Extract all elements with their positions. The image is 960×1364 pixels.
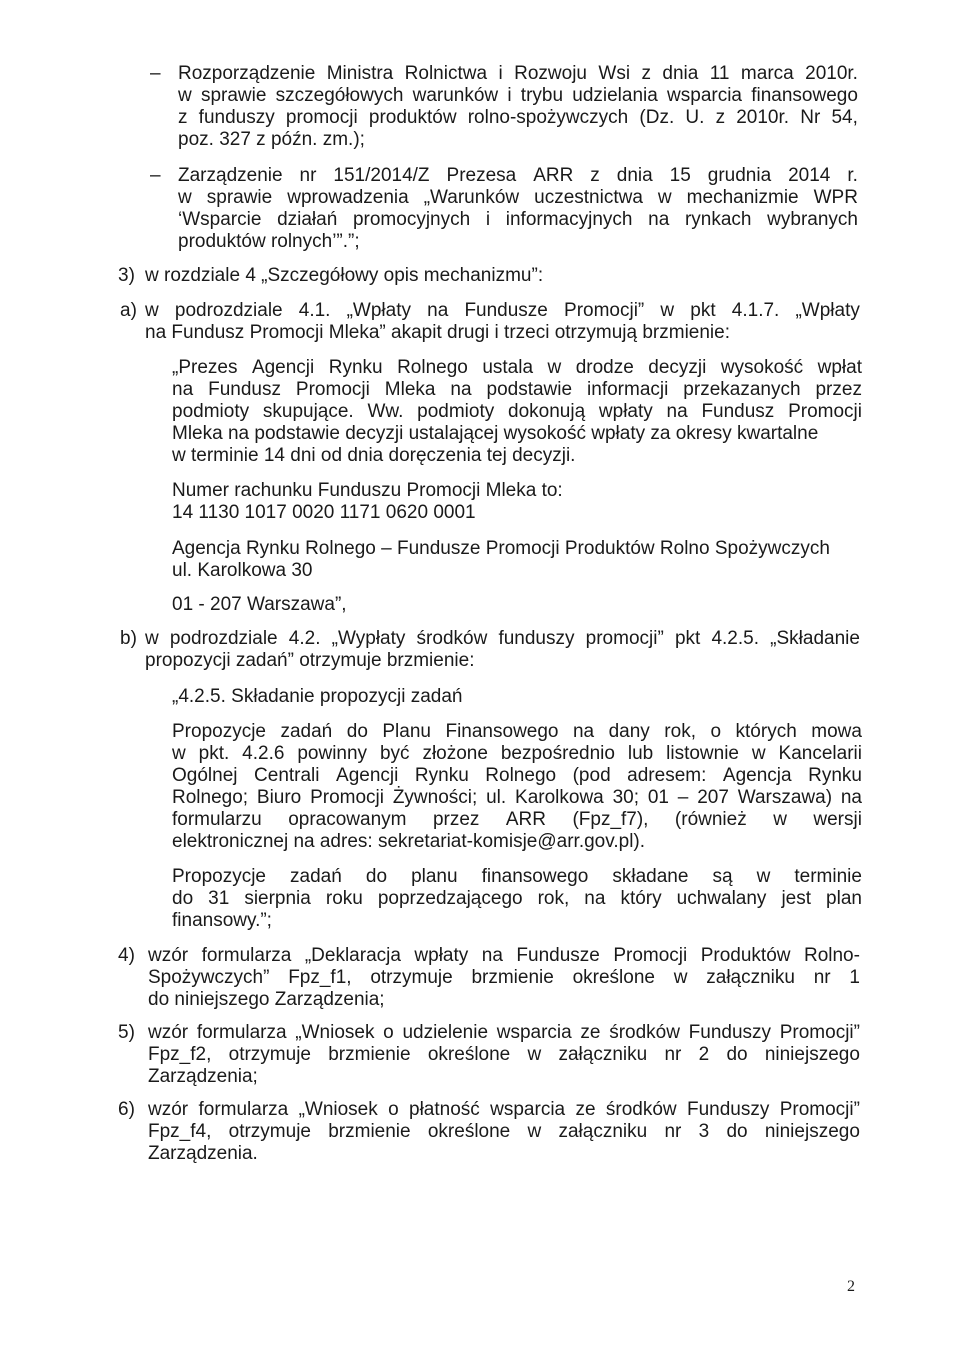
paragraph-line: do 31 sierpnia roku poprzedzającego rok, na który uchwalany jest plan [172, 888, 862, 909]
page-number: 2 [847, 1278, 855, 1295]
paragraph-line: wzór formularza „Deklaracja wpłaty na Fundusze Promocji Produktów Rolno- [148, 945, 860, 966]
paragraph-line: Mleka na podstawie decyzji ustalającej wysokość wpłaty za okresy kwartalne [172, 423, 819, 444]
paragraph-line: Spożywczych” Fpz_f1, otrzymuje brzmienie określone w załączniku nr 1 [148, 967, 860, 988]
paragraph-line: w sprawie wprowadzenia „Warunków uczestnictwa w mechanizmie WPR [178, 187, 858, 208]
paragraph-line: w sprawie szczegółowych warunków i trybu udzielania wsparcia finansowego [178, 85, 858, 106]
paragraph-line: Fpz_f2, otrzymuje brzmienie określone w załączniku nr 2 do niniejszego [148, 1044, 860, 1065]
paragraph-line: elektronicznej na adres: sekretariat-komisje@arr.gov.pl). [172, 831, 646, 852]
list-marker: 5) [118, 1022, 135, 1043]
paragraph-line: finansowy.”; [172, 910, 272, 931]
paragraph-line: „4.2.5. Składanie propozycji zadań [172, 686, 463, 707]
paragraph-line: Zarządzenia. [148, 1143, 258, 1164]
paragraph-line: na Fundusz Promocji Mleka” akapit drugi i trzeci otrzymują brzmienie: [145, 322, 730, 343]
paragraph-line: w podrozdziale 4.2. „Wypłaty środków funduszy promocji” pkt 4.2.5. „Składanie [145, 628, 860, 649]
paragraph-line: 14 1130 1017 0020 1171 0620 0001 [172, 502, 476, 523]
paragraph-line: Zarządzenia; [148, 1066, 258, 1087]
paragraph-line: w podrozdziale 4.1. „Wpłaty na Fundusze Promocji” w pkt 4.1.7. „Wpłaty [145, 300, 860, 321]
paragraph-line: „Prezes Agencji Rynku Rolnego ustala w drodze decyzji wysokość wpłat [172, 357, 862, 378]
list-marker: – [150, 165, 161, 186]
paragraph-line: Fpz_f4, otrzymuje brzmienie określone w załączniku nr 3 do niniejszego [148, 1121, 860, 1142]
paragraph-line: ul. Karolkowa 30 [172, 560, 313, 581]
paragraph-line: Propozycje zadań do Planu Finansowego na dany rok, o których mowa [172, 721, 862, 742]
paragraph-line: produktów rolnych’”.”; [178, 231, 360, 252]
paragraph-line: Rozporządzenie Ministra Rolnictwa i Rozwoju Wsi z dnia 11 marca 2010r. [178, 63, 858, 84]
paragraph-line: Propozycje zadań do planu finansowego składane są w terminie [172, 866, 862, 887]
list-marker: 6) [118, 1099, 135, 1120]
list-marker: – [150, 63, 161, 84]
list-marker: 4) [118, 945, 135, 966]
paragraph-line: formularzu opracowanym przez ARR (Fpz_f7), (również w wersji [172, 809, 862, 830]
paragraph-line: Numer rachunku Funduszu Promocji Mleka to: [172, 480, 563, 501]
paragraph-line: Agencja Rynku Rolnego – Fundusze Promocji Produktów Rolno Spożywczych [172, 538, 830, 559]
paragraph-line: wzór formularza „Wniosek o udzielenie wsparcia ze środków Funduszy Promocji” [148, 1022, 860, 1043]
list-marker: b) [120, 628, 137, 649]
paragraph-line: Zarządzenie nr 151/2014/Z Prezesa ARR z dnia 15 grudnia 2014 r. [178, 165, 858, 186]
paragraph-line: na Fundusz Promocji Mleka na podstawie informacji przekazanych przez [172, 379, 862, 400]
paragraph-line: z funduszy promocji produktów rolno-spożywczych (Dz. U. z 2010r. Nr 54, [178, 107, 858, 128]
paragraph-line: w terminie 14 dni od dnia doręczenia tej decyzji. [172, 445, 576, 466]
paragraph-line: poz. 327 z późn. zm.); [178, 129, 365, 150]
paragraph-line: w pkt. 4.2.6 powinny być złożone bezpośrednio lub listownie w Kancelarii [172, 743, 862, 764]
paragraph-line: podmioty skupujące. Ww. podmioty dokonują wpłaty na Fundusz Promocji [172, 401, 862, 422]
paragraph-line: Rolnego; Biuro Promocji Żywności; ul. Karolkowa 30; 01 – 207 Warszawa) na [172, 787, 862, 808]
paragraph-line: wzór formularza „Wniosek o płatność wsparcia ze środków Funduszy Promocji” [148, 1099, 860, 1120]
list-marker: a) [120, 300, 137, 321]
paragraph-line: propozycji zadań” otrzymuje brzmienie: [145, 650, 475, 671]
paragraph-line: Ogólnej Centrali Agencji Rynku Rolnego (pod adresem: Agencja Rynku [172, 765, 862, 786]
paragraph-line: 01 - 207 Warszawa”, [172, 594, 347, 615]
paragraph-line: do niniejszego Zarządzenia; [148, 989, 385, 1010]
list-marker: 3) [118, 265, 135, 286]
paragraph-line: ‘Wsparcie działań promocyjnych i informacyjnych na rynkach wybranych [178, 209, 858, 230]
paragraph-line: w rozdziale 4 „Szczegółowy opis mechanizmu”: [145, 265, 544, 286]
